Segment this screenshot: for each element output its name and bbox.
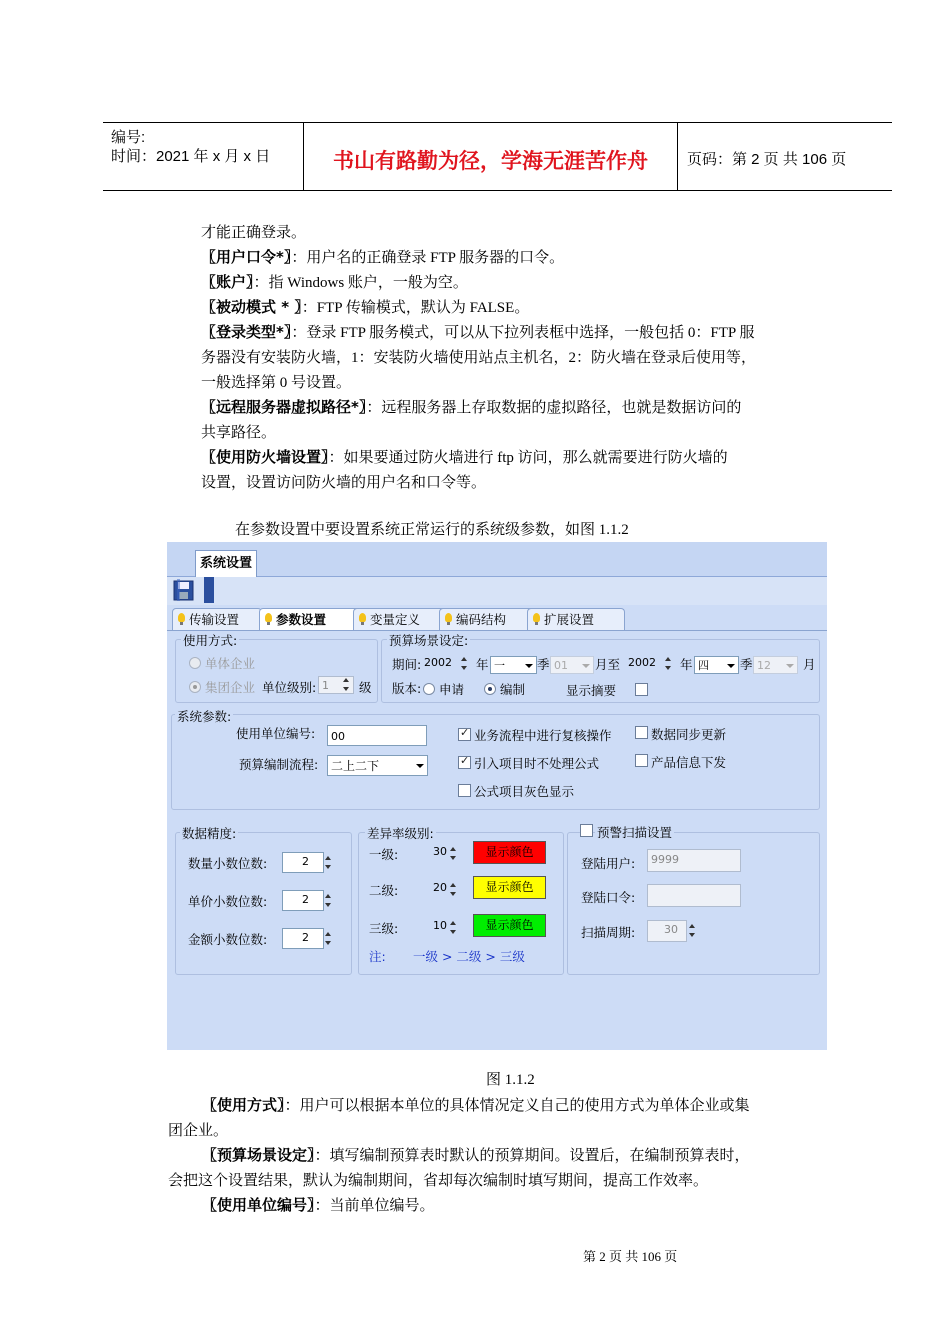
tab-extension[interactable]: [527, 608, 625, 630]
variance-title: 差异率级别:: [367, 826, 434, 841]
version-compile-radio[interactable]: [484, 683, 496, 695]
intro-line: 才能正确登录。: [201, 225, 307, 241]
desc-line: 团企业。: [168, 1123, 229, 1139]
level1-input[interactable]: 30: [433, 845, 447, 858]
budget-group-title: 预算场景设定:: [389, 633, 469, 648]
quarter-unit-2: 季: [740, 657, 753, 672]
gray-formula-checkbox[interactable]: [458, 784, 471, 797]
year-from-input[interactable]: 2002: [424, 656, 452, 669]
tab-variables[interactable]: [353, 608, 447, 630]
chevron-down-icon: [416, 764, 424, 768]
scan-period-label: 扫描周期:: [581, 925, 636, 940]
login-pwd-input[interactable]: [647, 884, 741, 907]
price-label: 单价小数位数:: [188, 894, 268, 909]
figure-caption: 图 1.1.2: [486, 1072, 535, 1088]
review-checkbox[interactable]: [458, 728, 471, 741]
level-suffix: 级: [359, 680, 372, 695]
level1-label: 一级:: [369, 847, 399, 862]
color-button-label: 显示颜色: [485, 880, 534, 894]
amount-input[interactable]: 2: [282, 928, 324, 949]
desc-line: 〖使用单位编号〗：当前单位编号。: [202, 1196, 435, 1214]
flow-value: 二上二下: [331, 759, 380, 773]
flow-select[interactable]: [327, 755, 428, 776]
version-apply-label: 申请: [439, 682, 465, 697]
toolbar: [167, 577, 827, 605]
level3-input[interactable]: 10: [433, 919, 447, 932]
month-from-value: 01: [554, 659, 568, 672]
motto: 书山有路勤为径，学海无涯苦作舟: [333, 148, 648, 173]
color-button-label: 显示颜色: [485, 918, 534, 932]
version-label: 版本:: [392, 681, 422, 696]
login-user-input[interactable]: 9999: [647, 849, 741, 872]
qty-label: 数量小数位数:: [188, 856, 268, 871]
chevron-down-icon: [786, 664, 794, 668]
intro-line: 〖被动模式 * 〗：FTP 传输模式，默认为 FALSE。: [201, 298, 530, 316]
month-to-select[interactable]: [753, 656, 798, 674]
level2-color-button[interactable]: [473, 876, 546, 899]
price-spinner[interactable]: [323, 892, 334, 910]
bulb-icon: [445, 613, 452, 622]
variance-note-text: 一级 > 二级 > 三级: [413, 949, 525, 964]
quarter-unit: 季: [537, 657, 550, 672]
desc-line: 会把这个设置结果，默认为编制期间，省却每次编制时填写期间，提高工作效率。: [168, 1173, 709, 1189]
desc-line: 〖预算场景设定〗：填写编制预算表时默认的预算期间。设置后，在编制预算表时，: [202, 1146, 750, 1164]
unit-level-input[interactable]: 1: [318, 676, 354, 694]
review-label: 业务流程中进行复核操作: [474, 728, 612, 743]
level2-spinner[interactable]: [448, 881, 459, 899]
settings-screenshot: [167, 542, 827, 1050]
level2-input[interactable]: 20: [433, 881, 447, 894]
time-label: 时间：2021 年 x 月 x 日: [111, 148, 271, 165]
show-summary-label: 显示摘要: [566, 683, 617, 698]
intro-line: 〖账户〗：指 Windows 账户，一般为空。: [201, 273, 468, 291]
tab-label: 编码结构: [456, 612, 507, 627]
single-enterprise-radio[interactable]: [189, 657, 201, 669]
intro-line: 〖使用防火墙设置〗：如果要通过防火墙进行 ftp 访问，那么就需要进行防火墙的: [201, 448, 728, 466]
product-checkbox[interactable]: [635, 754, 648, 767]
single-enterprise-label: 单体企业: [205, 656, 256, 671]
bulb-icon: [533, 613, 540, 622]
unit-code-input[interactable]: 00: [327, 725, 427, 746]
bulb-icon: [265, 613, 272, 622]
scan-period-input[interactable]: 30: [647, 920, 687, 942]
chevron-down-icon: [525, 664, 533, 668]
system-params-title: 系统参数:: [177, 709, 232, 724]
import-checkbox[interactable]: [458, 756, 471, 769]
flow-label: 预算编制流程:: [239, 757, 319, 772]
sync-label: 数据同步更新: [651, 727, 727, 742]
parameters-panel: [167, 630, 827, 1050]
intro-line: 设置，设置访问防火墙的用户名和口令等。: [201, 475, 487, 491]
quarter-from-value: 一: [494, 659, 505, 672]
tab-label: 传输设置: [189, 612, 240, 627]
intro-line: 务器没有安装防火墙，1：安装防火墙使用站点主机名，2：防火墙在登录后使用等，: [201, 350, 757, 366]
alert-scan-checkbox[interactable]: [580, 824, 593, 837]
desc-line: 〖使用方式〗：用户可以根据本单位的具体情况定义自己的使用方式为单体企业或集: [202, 1096, 750, 1114]
unit-level-spinner[interactable]: [341, 676, 352, 694]
level2-label: 二级:: [369, 883, 399, 898]
alert-scan-title: 预警扫描设置: [597, 825, 673, 840]
month-to-label: 月至: [595, 657, 621, 672]
level3-spinner[interactable]: [448, 919, 459, 937]
save-icon[interactable]: [173, 579, 195, 601]
amount-spinner[interactable]: [323, 930, 334, 948]
header-left-cell: [103, 123, 304, 190]
version-compile-label: 编制: [500, 682, 526, 697]
color-button-label: 显示颜色: [485, 845, 534, 859]
quarter-from-select[interactable]: [490, 656, 537, 674]
month-unit: 月: [803, 657, 816, 672]
product-label: 产品信息下发: [651, 755, 727, 770]
tab-system-settings[interactable]: 系统设置: [195, 550, 257, 577]
gray-formula-label: 公式项目灰色显示: [474, 784, 575, 799]
header-right-cell: [678, 123, 892, 190]
page-footer: 第 2 页 共 106 页: [583, 1249, 678, 1264]
year-from-spinner[interactable]: [459, 655, 470, 673]
intro-line: 共享路径。: [201, 425, 277, 441]
tab-label: 变量定义: [370, 612, 421, 627]
figure-intro: 在参数设置中要设置系统正常运行的系统级参数，如图 1.1.2: [235, 522, 629, 538]
unit-level-label: 单位级别:: [262, 680, 317, 695]
level1-color-button[interactable]: [473, 841, 546, 864]
level3-label: 三级:: [369, 921, 399, 936]
period-label: 期间:: [392, 657, 422, 672]
tab-label: 参数设置: [276, 612, 327, 627]
month-to-value: 12: [757, 659, 771, 672]
header-table: [103, 122, 892, 191]
year-to-input[interactable]: 2002: [628, 656, 656, 669]
toolbar-divider-icon: [204, 577, 214, 603]
qty-spinner[interactable]: [323, 854, 334, 872]
unit-code-label: 使用单位编号:: [236, 726, 316, 741]
group-enterprise-radio[interactable]: [189, 681, 201, 693]
quarter-to-value: 四: [698, 659, 709, 672]
intro-line: 〖登录类型*〗：登录 FTP 服务模式，可以从下拉列表框中选择，一般包括 0：FTP 服: [201, 323, 755, 341]
chevron-down-icon: [582, 664, 590, 668]
variance-note-label: 注:: [369, 949, 386, 964]
year-to-spinner[interactable]: [663, 655, 674, 673]
tab-parameters[interactable]: [259, 608, 363, 631]
sync-checkbox[interactable]: [635, 726, 648, 739]
version-apply-radio[interactable]: [423, 683, 435, 695]
login-pwd-label: 登陆口令:: [581, 890, 636, 905]
intro-line: 〖远程服务器虚拟路径*〗：远程服务器上存取数据的虚拟路径，也就是数据访问的: [201, 398, 742, 416]
group-enterprise-label: 集团企业: [205, 680, 256, 695]
header-center-cell: [304, 123, 678, 190]
settings-tabs: [167, 608, 827, 632]
year-unit-2: 年: [680, 657, 693, 672]
intro-line: 一般选择第 0 号设置。: [201, 375, 352, 391]
bulb-icon: [178, 613, 185, 622]
month-from-select[interactable]: [550, 656, 594, 674]
number-label: 编号:: [111, 129, 146, 146]
chevron-down-icon: [727, 664, 735, 668]
tab-transfer[interactable]: [172, 608, 262, 630]
show-summary-checkbox[interactable]: [635, 683, 648, 696]
import-label: 引入项目时不处理公式: [474, 756, 600, 771]
qty-input[interactable]: 2: [282, 852, 324, 873]
page-info: 页码：第 2 页 共 106 页: [687, 151, 847, 168]
amount-label: 金额小数位数:: [188, 932, 268, 947]
top-tab-bar: [167, 542, 827, 577]
tab-code-structure[interactable]: [439, 608, 537, 630]
scan-period-spinner[interactable]: [687, 922, 698, 940]
bulb-icon: [359, 613, 366, 622]
precision-title: 数据精度:: [182, 826, 237, 841]
year-unit: 年: [476, 657, 489, 672]
price-input[interactable]: 2: [282, 890, 324, 911]
tab-label: 扩展设置: [544, 612, 595, 627]
intro-line: 〖用户口令*〗：用户名的正确登录 FTP 服务器的口令。: [201, 248, 565, 266]
level1-spinner[interactable]: [448, 845, 459, 863]
quarter-to-select[interactable]: [694, 656, 739, 674]
login-user-label: 登陆用户:: [581, 856, 636, 871]
usage-group-title: 使用方式:: [183, 633, 238, 648]
level3-color-button[interactable]: [473, 914, 546, 937]
